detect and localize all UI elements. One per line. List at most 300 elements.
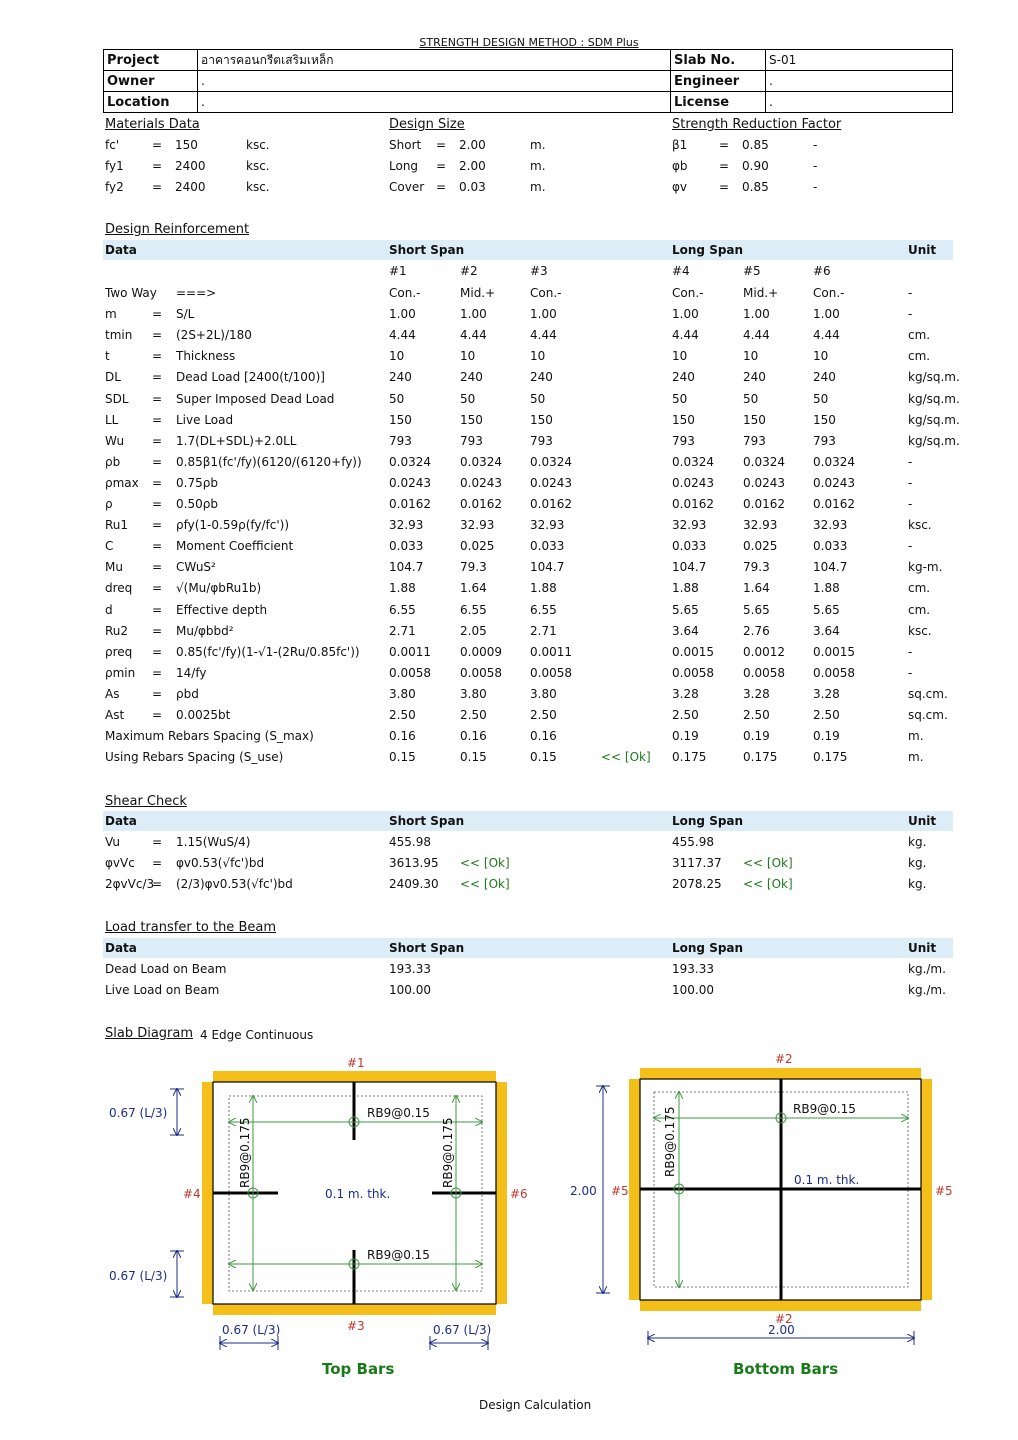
reinforcement-value: 104.7	[530, 560, 565, 575]
reinforcement-desc: Mu/φbbd²	[176, 623, 234, 638]
reinforcement-value: 0.0015	[813, 644, 855, 659]
reinforcement-desc: Live Load	[176, 412, 234, 427]
reinforcement-symbol: Ast	[105, 708, 125, 722]
reinforcement-value: 4.44	[672, 328, 699, 343]
reduction-sym: β1	[672, 138, 688, 152]
reinforcement-value: 0.033	[389, 539, 424, 554]
reinforcement-symbol: Mu	[105, 560, 123, 575]
reinforcement-eq: =	[152, 433, 163, 448]
top-dim-bottom-2: 0.67 (L/3)	[433, 1323, 492, 1337]
reinforcement-value: 6.55	[460, 602, 487, 617]
reinforcement-value: 50	[743, 391, 759, 406]
reinforcement-value: 32.93	[813, 518, 848, 533]
load-transfer-title: Load transfer to the Beam	[105, 920, 276, 935]
reinforcement-value: 0.175	[743, 750, 778, 765]
reinforcement-value: 5.65	[813, 602, 840, 617]
bottom-bars-caption: Bottom Bars	[733, 1360, 839, 1378]
reinforcement-note: << [Ok]	[601, 750, 651, 765]
reinforcement-value: 5.65	[672, 602, 699, 617]
reinforcement-value: 240	[530, 370, 553, 385]
reinforcement-value: 0.0162	[813, 497, 855, 511]
reinforcement-value: 0.0011	[389, 644, 431, 659]
location-label: Location	[104, 92, 198, 113]
reinforcement-value: 0.025	[743, 539, 778, 554]
edge-label-2-bottom: #2	[775, 1312, 793, 1326]
reinforcement-value: 793	[389, 433, 412, 448]
shear-head-short: Short Span	[389, 814, 465, 828]
reinforcement-value: 4.44	[460, 328, 487, 343]
span-col-label: #6	[813, 264, 831, 278]
diagram-title: Slab Diagram	[105, 1026, 194, 1041]
reinforcement-desc: 0.0025bt	[176, 708, 231, 722]
bot-dim-left: 2.00	[570, 1184, 597, 1198]
reinforcement-value: 6.55	[389, 602, 416, 617]
reinforcement-value: 2.50	[813, 708, 840, 722]
reinforcement-eq: =	[152, 644, 163, 659]
reinforcement-value: 0.0243	[743, 475, 785, 490]
materials-value: 2400	[175, 180, 206, 194]
design_size-sym: Short	[389, 138, 422, 152]
top-bars-caption: Top Bars	[322, 1360, 395, 1378]
reinforcement-symbol: ρ	[105, 497, 113, 511]
reinforcement-value: 0.0058	[460, 665, 502, 680]
shear-eq: =	[152, 856, 163, 870]
shear-long-value: 3117.37	[672, 856, 722, 870]
load-head-unit: Unit	[908, 941, 937, 955]
reinforcement-unit: cm.	[908, 602, 931, 617]
reinforcement-value: 0.0162	[743, 497, 785, 511]
reinforcement-unit: -	[908, 665, 913, 680]
materials-eq: =	[152, 180, 163, 194]
reduction-unit: -	[813, 180, 818, 194]
beam-bottom-b	[640, 1300, 921, 1311]
beam-top-b	[640, 1068, 921, 1079]
reinforcement-eq: =	[152, 370, 163, 385]
reinforcement-eq: =	[152, 328, 163, 343]
reinforcement-value: 10	[389, 349, 405, 364]
reinforcement-value: 0.0324	[460, 454, 502, 469]
reinforcement-value: 3.64	[813, 623, 840, 638]
reinforcement-desc: 0.85β1(fc'/fy)(6120/(6120+fy))	[176, 454, 362, 469]
reinforcement-value: 50	[813, 391, 829, 406]
shear-short-value: 455.98	[389, 835, 431, 849]
reinforcement-value: 2.71	[389, 623, 416, 638]
reinforcement-desc: 1.7(DL+SDL)+2.0LL	[176, 433, 297, 448]
reinforcement-eq: =	[152, 412, 163, 427]
reinforcement-value: 240	[389, 370, 412, 385]
reinforcement-value: 1.88	[389, 581, 416, 596]
reinforcement-symbol: Using Rebars Spacing (S_use)	[105, 750, 284, 765]
reinforcement-head-long: Long Span	[672, 243, 744, 257]
edge-label-4: #4	[183, 1187, 201, 1201]
reinforcement-value: 0.0162	[389, 497, 431, 511]
load-unit: kg./m.	[908, 962, 946, 976]
load-head-long: Long Span	[672, 941, 744, 955]
reinforcement-symbol: C	[105, 539, 114, 554]
reinforcement-value: 0.033	[672, 539, 707, 554]
span-col-label: #2	[460, 264, 478, 278]
reinforcement-value: 0.0058	[743, 665, 785, 680]
diagram-subtitle: 4 Edge Continuous	[200, 1028, 314, 1042]
reinforcement-value: 150	[813, 412, 836, 427]
reinforcement-value: 0.0324	[672, 454, 714, 469]
top-rb-label-v1: RB9@0.175	[238, 1117, 252, 1188]
shear-header-bar	[103, 811, 953, 831]
load-short-value: 100.00	[389, 983, 431, 997]
reinforcement-eq: =	[152, 623, 163, 638]
reinforcement-value: 0.0058	[530, 665, 572, 680]
reinforcement-desc: ρbd	[176, 686, 199, 701]
reinforcement-value: 1.64	[743, 581, 770, 596]
reduction-unit: -	[813, 159, 818, 173]
shear-short-value: 3613.95	[389, 856, 439, 870]
span-col-label: #3	[530, 264, 548, 278]
beam-right-b	[921, 1079, 932, 1300]
reinforcement-value: 50	[672, 391, 688, 406]
reinforcement-value: 0.0324	[813, 454, 855, 469]
shear-symbol: 2φvVc/3	[105, 877, 155, 891]
reinforcement-value: 1.88	[813, 581, 840, 596]
shear-eq: =	[152, 877, 163, 891]
edge-label-2-top: #2	[775, 1052, 793, 1066]
reinforcement-head-data: Data	[105, 243, 137, 257]
bot-rb-label-h: RB9@0.15	[793, 1102, 856, 1116]
reinforcement-head-unit: Unit	[908, 243, 937, 257]
reinforcement-value: 0.0058	[389, 665, 431, 680]
reinforcement-value: 150	[460, 412, 483, 427]
span-col-label: #4	[672, 264, 690, 278]
reinforcement-value: 79.3	[743, 560, 770, 575]
reinforcement-value: 3.28	[743, 686, 770, 701]
reinforcement-symbol: DL	[105, 370, 121, 385]
reinforcement-value: 0.033	[530, 539, 565, 554]
shear-title: Shear Check	[105, 794, 187, 809]
reinforcement-unit: m.	[908, 729, 924, 744]
reinforcement-value: 10	[672, 349, 688, 364]
design_size-unit: m.	[530, 159, 546, 173]
reinforcement-value: 5.65	[743, 602, 770, 617]
reinforcement-symbol: ρb	[105, 454, 121, 469]
location-value: .	[198, 92, 671, 113]
reinforcement-value: 0.16	[389, 729, 416, 744]
beam-bottom	[213, 1304, 496, 1315]
load-head-short: Short Span	[389, 941, 465, 955]
reinforcement-symbol: Two Way	[105, 286, 157, 300]
license-value: .	[766, 92, 953, 113]
reinforcement-value: Con.-	[813, 286, 845, 300]
reinforcement-desc: (2S+2L)/180	[176, 328, 252, 343]
top-bars-diagram	[109, 1056, 528, 1350]
reinforcement-value: 104.7	[389, 560, 424, 575]
reinforcement-value: 0.175	[813, 750, 848, 765]
reinforcement-value: 32.93	[530, 518, 565, 533]
materials-value: 150	[175, 138, 198, 152]
design_size-sym: Cover	[389, 180, 425, 194]
reinforcement-value: 0.16	[530, 729, 557, 744]
reinforcement-value: 0.0243	[530, 475, 572, 490]
reinforcement-value: 0.0009	[460, 644, 502, 659]
reinforcement-value: 4.44	[530, 328, 557, 343]
reinforcement-unit: -	[908, 475, 913, 490]
shear-long-note: << [Ok]	[743, 856, 793, 870]
beam-left-b	[629, 1079, 640, 1300]
reinforcement-value: Mid.+	[460, 286, 496, 300]
reinforcement-value: 50	[460, 391, 476, 406]
reinforcement-unit: ksc.	[908, 623, 932, 638]
reinforcement-value: 2.50	[389, 708, 416, 722]
reinforcement-eq: =	[152, 539, 163, 554]
project-value: อาคารคอนกรีตเสริมเหล็ก	[198, 50, 671, 71]
reinforcement-value: 104.7	[672, 560, 707, 575]
reinforcement-symbol: ρmin	[105, 665, 136, 680]
load-unit: kg./m.	[908, 983, 946, 997]
bot-rb-label-v: RB9@0.175	[663, 1106, 677, 1177]
reinforcement-value: 240	[743, 370, 766, 385]
edge-label-3: #3	[347, 1319, 365, 1333]
design_size-sym: Long	[389, 159, 419, 173]
reinforcement-unit: sq.cm.	[908, 686, 948, 701]
reinforcement-value: 0.175	[672, 750, 707, 765]
reinforcement-eq: =	[152, 560, 163, 575]
reinforcement-value: 1.00	[672, 307, 699, 322]
reinforcement-value: 1.88	[530, 581, 557, 596]
reinforcement-value: 0.16	[460, 729, 487, 744]
load-long-value: 100.00	[672, 983, 714, 997]
edge-label-1: #1	[347, 1056, 365, 1070]
reinforcement-unit: m.	[908, 750, 924, 765]
slab-label: Slab No.	[671, 50, 766, 71]
slab-diagram	[0, 1040, 1018, 1390]
reinforcement-desc: CWuS²	[176, 560, 216, 575]
reinforcement-unit: kg/sq.m.	[908, 370, 960, 385]
shear-short-value: 2409.30	[389, 877, 439, 891]
reinforcement-value: 32.93	[743, 518, 778, 533]
span-col-label: #5	[743, 264, 761, 278]
reinforcement-symbol: Wu	[105, 433, 125, 448]
reinforcement-value: 0.0243	[389, 475, 431, 490]
reinforcement-value: 0.15	[530, 750, 557, 765]
materials-sym: fy2	[105, 180, 124, 194]
reinforcement-value: 1.00	[389, 307, 416, 322]
reinforcement-value: 2.50	[460, 708, 487, 722]
reinforcement-value: 0.0162	[460, 497, 502, 511]
load-long-value: 193.33	[672, 962, 714, 976]
reinforcement-symbol: LL	[105, 412, 119, 427]
load-header-bar	[103, 938, 953, 958]
reinforcement-value: 3.28	[672, 686, 699, 701]
owner-value: .	[198, 71, 671, 92]
reinforcement-value: 150	[530, 412, 553, 427]
edge-label-5-left: #5	[611, 1184, 629, 1198]
edge-label-5-right: #5	[935, 1184, 953, 1198]
reinforcement-value: 1.00	[460, 307, 487, 322]
reinforcement-value: 2.50	[743, 708, 770, 722]
reinforcement-value: 150	[672, 412, 695, 427]
reinforcement-desc: Dead Load [2400(t/100)]	[176, 370, 325, 385]
reinforcement-unit: sq.cm.	[908, 708, 948, 722]
reinforcement-unit: kg/sq.m.	[908, 391, 960, 406]
reinforcement-value: 0.15	[460, 750, 487, 765]
span-col-label: #1	[389, 264, 407, 278]
reinforcement-unit: kg/sq.m.	[908, 433, 960, 448]
reinforcement-head-short: Short Span	[389, 243, 465, 257]
design_size-eq: =	[436, 180, 447, 194]
reinforcement-unit: cm.	[908, 328, 931, 343]
reinforcement-desc: 0.75ρb	[176, 475, 218, 490]
reinforcement-value: 150	[389, 412, 412, 427]
reinforcement-unit: kg/sq.m.	[908, 412, 960, 427]
reinforcement-symbol: Ru2	[105, 623, 129, 638]
reinforcement-eq: =	[152, 307, 163, 322]
reinforcement-unit: kg-m.	[908, 560, 943, 575]
materials-eq: =	[152, 159, 163, 173]
reinforcement-unit: ksc.	[908, 518, 932, 533]
reinforcement-value: 0.19	[672, 729, 699, 744]
reinforcement-eq: =	[152, 454, 163, 469]
shear-desc: (2/3)φv0.53(√fc')bd	[176, 877, 293, 891]
reinforcement-eq: =	[152, 391, 163, 406]
reinforcement-value: 0.0011	[530, 644, 572, 659]
shear-unit: kg.	[908, 835, 927, 849]
beam-left	[202, 1082, 213, 1304]
materials-unit: ksc.	[246, 159, 270, 173]
materials-eq: =	[152, 138, 163, 152]
reduction-sym: φv	[672, 180, 688, 194]
design_size-eq: =	[436, 138, 447, 152]
bot-dim-bottom: 2.00	[768, 1323, 795, 1337]
top-rb-label-2: RB9@0.15	[367, 1248, 430, 1262]
reduction-eq: =	[719, 159, 730, 173]
reinforcement-value: 79.3	[460, 560, 487, 575]
top-dim-left-2: 0.67 (L/3)	[109, 1269, 168, 1283]
shear-symbol: Vu	[105, 835, 120, 849]
reinforcement-value: 1.64	[460, 581, 487, 596]
reinforcement-value: 793	[813, 433, 836, 448]
top-thickness-label: 0.1 m. thk.	[325, 1187, 391, 1201]
reinforcement-value: 0.19	[743, 729, 770, 744]
reinforcement-value: 3.64	[672, 623, 699, 638]
reinforcement-desc: ρfy(1-0.59ρ(fy/fc'))	[176, 518, 290, 533]
shear-long-value: 455.98	[672, 835, 714, 849]
reinforcement-value: 0.0324	[389, 454, 431, 469]
reinforcement-symbol: Maximum Rebars Spacing (S_max)	[105, 729, 314, 744]
reinforcement-value: 0.0058	[813, 665, 855, 680]
top-rb-label-v2: RB9@0.175	[441, 1117, 455, 1188]
reinforcement-value: 0.15	[389, 750, 416, 765]
reinforcement-symbol: tmin	[105, 328, 133, 343]
design-size-title: Design Size	[389, 117, 465, 132]
reduction-value: 0.85	[742, 180, 769, 194]
design_size-value: 0.03	[459, 180, 486, 194]
reinforcement-value: 4.44	[389, 328, 416, 343]
shear-short-note: << [Ok]	[460, 856, 510, 870]
reinforcement-desc: ===>	[176, 286, 217, 300]
reinforcement-desc: Effective depth	[176, 602, 268, 617]
reinforcement-value: 10	[460, 349, 476, 364]
reinforcement-unit: cm.	[908, 349, 931, 364]
slab-value: S-01	[766, 50, 953, 71]
reinforcement-desc: Thickness	[176, 349, 236, 364]
reinforcement-value: 793	[460, 433, 483, 448]
shear-long-value: 2078.25	[672, 877, 722, 891]
reinforcement-value: 240	[813, 370, 836, 385]
license-label: License	[671, 92, 766, 113]
reinforcement-value: 0.0012	[743, 644, 785, 659]
reduction-sym: φb	[672, 159, 688, 173]
reinforcement-desc: S/L	[176, 307, 195, 322]
shear-head-long: Long Span	[672, 814, 744, 828]
design_size-unit: m.	[530, 138, 546, 152]
reinforcement-value: 3.80	[389, 686, 416, 701]
reinforcement-value: 3.80	[460, 686, 487, 701]
reinforcement-value: 793	[743, 433, 766, 448]
reinforcement-unit: cm.	[908, 581, 931, 596]
reinforcement-desc: 0.50ρb	[176, 497, 218, 511]
reduction-eq: =	[719, 138, 730, 152]
bottom-bars-diagram	[570, 1052, 953, 1345]
reinforcement-value: 10	[813, 349, 829, 364]
reinforcement-symbol: SDL	[105, 391, 129, 406]
reinforcement-value: 0.0243	[672, 475, 714, 490]
reinforcement-value: 32.93	[672, 518, 707, 533]
reinforcement-header-bar	[103, 240, 953, 260]
reinforcement-value: 240	[460, 370, 483, 385]
reinforcement-title: Design Reinforcement	[105, 222, 250, 237]
reinforcement-value: 0.033	[813, 539, 848, 554]
reinforcement-desc: 14/fy	[176, 665, 207, 680]
reinforcement-value: 2.76	[743, 623, 770, 638]
reduction-title: Strength Reduction Factor	[672, 117, 842, 132]
reinforcement-value: 3.28	[813, 686, 840, 701]
reinforcement-value: 0.0324	[530, 454, 572, 469]
shear-head-unit: Unit	[908, 814, 937, 828]
shear-desc: 1.15(WuS/4)	[176, 835, 251, 849]
reinforcement-value: 793	[530, 433, 553, 448]
reinforcement-value: 32.93	[389, 518, 424, 533]
reinforcement-unit: -	[908, 307, 913, 322]
reinforcement-value: 2.71	[530, 623, 557, 638]
materials-unit: ksc.	[246, 138, 270, 152]
reinforcement-symbol: ρmax	[105, 475, 139, 490]
reinforcement-value: 0.025	[460, 539, 495, 554]
reinforcement-value: 50	[389, 391, 405, 406]
reinforcement-value: 6.55	[530, 602, 557, 617]
reduction-unit: -	[813, 138, 818, 152]
reinforcement-unit: -	[908, 539, 913, 554]
reinforcement-value: 10	[530, 349, 546, 364]
reinforcement-value: 4.44	[813, 328, 840, 343]
shear-symbol: φvVc	[105, 856, 135, 870]
reinforcement-value: 0.0243	[813, 475, 855, 490]
design_size-value: 2.00	[459, 159, 486, 173]
reinforcement-value: 0.0162	[530, 497, 572, 511]
shear-head-data: Data	[105, 814, 137, 828]
reinforcement-desc: √(Mu/φbRu1b)	[176, 581, 262, 596]
reinforcement-symbol: dreq	[105, 581, 133, 596]
reinforcement-eq: =	[152, 602, 163, 617]
reinforcement-value: Con.-	[530, 286, 562, 300]
reinforcement-symbol: Ru1	[105, 518, 129, 533]
shear-unit: kg.	[908, 877, 927, 891]
reinforcement-symbol: d	[105, 602, 113, 617]
reinforcement-eq: =	[152, 349, 163, 364]
reinforcement-value: 4.44	[743, 328, 770, 343]
reinforcement-unit: -	[908, 454, 913, 469]
reinforcement-value: 1.00	[813, 307, 840, 322]
reinforcement-value: 0.0058	[672, 665, 714, 680]
reinforcement-value: 2.50	[530, 708, 557, 722]
reinforcement-value: 1.00	[743, 307, 770, 322]
